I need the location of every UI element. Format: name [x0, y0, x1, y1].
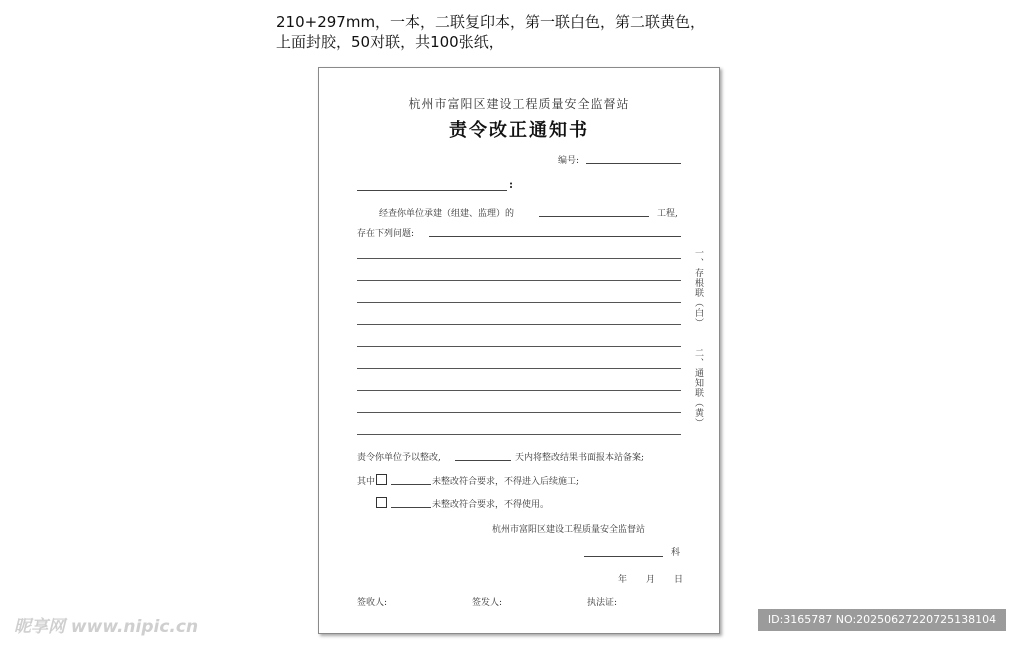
item2-checkbox[interactable] — [376, 497, 387, 508]
copy2-label: 二、通知联（黄） — [693, 348, 703, 428]
problem-line[interactable] — [357, 412, 681, 413]
problem-line[interactable] — [357, 302, 681, 303]
date-year: 年 — [618, 575, 628, 585]
problem-line[interactable] — [357, 258, 681, 259]
problem-line[interactable] — [357, 324, 681, 325]
item2-text: 未整改符合要求，不得使用。 — [432, 500, 550, 510]
spec-note — [276, 12, 705, 52]
date-day: 日 — [674, 575, 684, 585]
item1-checkbox[interactable] — [376, 474, 387, 485]
recipient-field-line[interactable] — [357, 190, 507, 191]
form-organization: 杭州市富阳区建设工程质量安全监督站 — [408, 97, 630, 111]
body-prefix: 经查你单位承建（组建、监理）的 — [379, 209, 515, 219]
days-field-line[interactable] — [455, 460, 511, 461]
org-signature: 杭州市富阳区建设工程质量安全监督站 — [492, 525, 646, 535]
project-field-line[interactable] — [539, 216, 649, 217]
copy1-label: 一、存根联（白） — [693, 248, 703, 328]
item1-field-line[interactable] — [391, 484, 431, 485]
order-suffix: 天内将整改结果书面报本站备案; — [515, 453, 645, 463]
number-field-line[interactable] — [586, 163, 681, 164]
body-suffix: 工程, — [657, 209, 678, 219]
among-label: 其中 — [357, 477, 376, 487]
watermark-id: ID:3165787 NO:20250627220725138104 — [758, 609, 1006, 631]
dept-field-line[interactable] — [584, 556, 663, 557]
receiver-label: 签收人: — [357, 598, 388, 608]
item2-field-line[interactable] — [391, 507, 431, 508]
problem-line[interactable] — [357, 346, 681, 347]
problem-line[interactable] — [357, 368, 681, 369]
item1-text: 未整改符合要求，不得进入后续施工; — [432, 477, 580, 487]
license-label: 执法证: — [587, 598, 618, 608]
form-sheet — [318, 67, 720, 634]
problems-label: 存在下列问题: — [357, 229, 415, 239]
spec-line-1: 210+297mm，一本，二联复印本，第一联白色，第二联黄色， — [276, 13, 706, 31]
problem-line[interactable] — [357, 434, 681, 435]
spec-line-2: 上面封胶，50对联，共100张纸， — [276, 33, 504, 51]
number-label: 编号: — [558, 156, 580, 166]
order-prefix: 责令你单位予以整改, — [357, 453, 441, 463]
problem-line[interactable] — [357, 280, 681, 281]
form-title: 责令改正通知书 — [449, 120, 589, 141]
problems-field-line[interactable] — [429, 236, 681, 237]
recipient-colon: : — [509, 178, 514, 191]
watermark-logo: 昵享网 www.nipic.cn — [14, 617, 199, 637]
problem-line[interactable] — [357, 390, 681, 391]
dept-suffix: 科 — [671, 548, 681, 558]
date-month: 月 — [646, 575, 656, 585]
issuer-label: 签发人: — [472, 598, 503, 608]
